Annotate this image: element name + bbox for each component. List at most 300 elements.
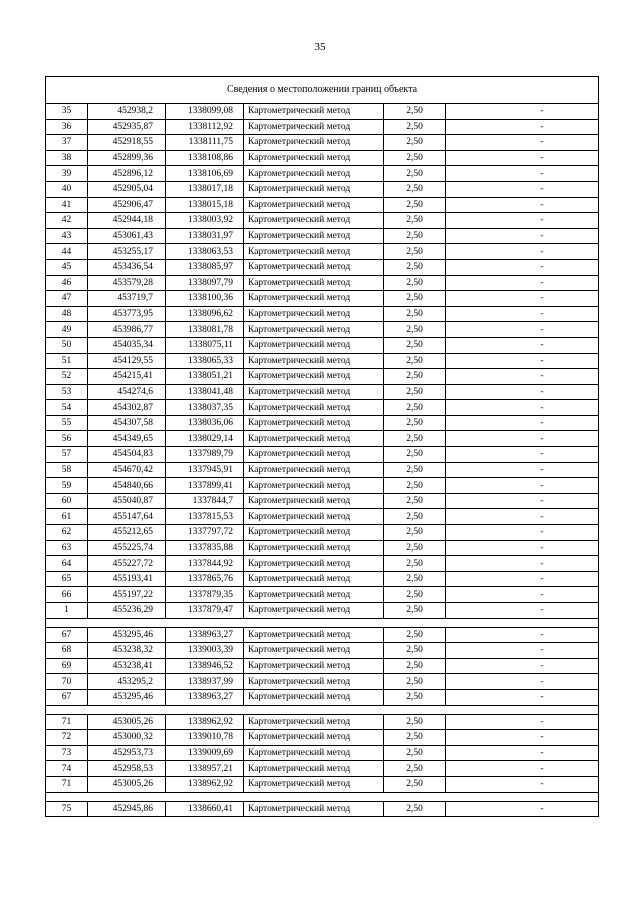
description-dash: - [540, 231, 544, 242]
table-row [46, 540, 599, 556]
method-cell: Картометрический метод [244, 462, 384, 478]
y-coordinate-cell: 1337879,47 [166, 603, 244, 619]
method-cell: Картометрический метод [244, 627, 384, 643]
y-coordinate-cell: 1338106,69 [166, 166, 244, 182]
point-number-cell: 57 [46, 447, 88, 463]
point-number-cell: 67 [46, 689, 88, 705]
x-coordinate-cell: 454670,42 [88, 462, 166, 478]
description-cell [446, 119, 599, 135]
table-row [46, 674, 599, 690]
description-cell [446, 556, 599, 572]
method-cell: Картометрический метод [244, 689, 384, 705]
accuracy-cell: 2,50 [384, 525, 446, 541]
table-row [46, 478, 599, 494]
method-cell: Картометрический метод [244, 540, 384, 556]
method-cell: Картометрический метод [244, 337, 384, 353]
x-coordinate-cell: 455147,64 [88, 509, 166, 525]
point-number-cell: 45 [46, 259, 88, 275]
table-row [46, 730, 599, 746]
table-title: Сведения о местоположении границ объекта [46, 77, 599, 104]
table-row [46, 384, 599, 400]
table-row [46, 643, 599, 659]
method-cell: Картометрический метод [244, 525, 384, 541]
accuracy-cell: 2,50 [384, 431, 446, 447]
description-dash: - [540, 262, 544, 273]
y-coordinate-cell: 1339009,69 [166, 745, 244, 761]
y-coordinate-cell: 1338031,97 [166, 228, 244, 244]
method-cell: Картометрический метод [244, 714, 384, 730]
method-cell: Картометрический метод [244, 369, 384, 385]
x-coordinate-cell: 452899,36 [88, 150, 166, 166]
accuracy-cell: 2,50 [384, 166, 446, 182]
x-coordinate-cell: 454840,66 [88, 478, 166, 494]
boundary-table-container [45, 76, 598, 817]
accuracy-cell: 2,50 [384, 689, 446, 705]
x-coordinate-cell: 454349,65 [88, 431, 166, 447]
description-cell [446, 181, 599, 197]
x-coordinate-cell: 455197,22 [88, 587, 166, 603]
boundary-table [45, 76, 599, 817]
point-number-cell: 64 [46, 556, 88, 572]
accuracy-cell: 2,50 [384, 478, 446, 494]
group-separator-row [46, 705, 599, 714]
description-cell [446, 714, 599, 730]
table-row [46, 745, 599, 761]
table-row [46, 525, 599, 541]
accuracy-cell: 2,50 [384, 181, 446, 197]
description-dash: - [540, 511, 544, 522]
y-coordinate-cell: 1337989,79 [166, 447, 244, 463]
table-row [46, 337, 599, 353]
method-cell: Картометрический метод [244, 493, 384, 509]
accuracy-cell: 2,50 [384, 150, 446, 166]
y-coordinate-cell: 1338037,35 [166, 400, 244, 416]
point-number-cell: 69 [46, 658, 88, 674]
point-number-cell: 48 [46, 306, 88, 322]
y-coordinate-cell: 1338036,06 [166, 415, 244, 431]
x-coordinate-cell: 453061,43 [88, 228, 166, 244]
method-cell: Картометрический метод [244, 556, 384, 572]
x-coordinate-cell: 455193,41 [88, 571, 166, 587]
accuracy-cell: 2,50 [384, 556, 446, 572]
description-cell [446, 244, 599, 260]
description-cell [446, 478, 599, 494]
description-cell [446, 135, 599, 151]
point-number-cell: 68 [46, 643, 88, 659]
x-coordinate-cell: 453436,54 [88, 259, 166, 275]
x-coordinate-cell: 454129,55 [88, 353, 166, 369]
description-cell [446, 150, 599, 166]
method-cell: Картометрический метод [244, 603, 384, 619]
x-coordinate-cell: 454215,41 [88, 369, 166, 385]
description-dash: - [540, 748, 544, 759]
description-dash: - [540, 692, 544, 703]
description-dash: - [540, 779, 544, 790]
x-coordinate-cell: 454504,83 [88, 447, 166, 463]
accuracy-cell: 2,50 [384, 259, 446, 275]
group-separator [46, 705, 599, 714]
y-coordinate-cell: 1338029,14 [166, 431, 244, 447]
description-cell [446, 801, 599, 817]
method-cell: Картометрический метод [244, 431, 384, 447]
accuracy-cell: 2,50 [384, 119, 446, 135]
y-coordinate-cell: 1338065,33 [166, 353, 244, 369]
accuracy-cell: 2,50 [384, 714, 446, 730]
accuracy-cell: 2,50 [384, 197, 446, 213]
description-cell [446, 306, 599, 322]
table-row [46, 556, 599, 572]
x-coordinate-cell: 453255,17 [88, 244, 166, 260]
description-cell [446, 525, 599, 541]
description-cell [446, 400, 599, 416]
point-number-cell: 66 [46, 587, 88, 603]
description-cell [446, 369, 599, 385]
point-number-cell: 72 [46, 730, 88, 746]
y-coordinate-cell: 1338962,92 [166, 776, 244, 792]
description-dash: - [540, 137, 544, 148]
y-coordinate-cell: 1338957,21 [166, 761, 244, 777]
accuracy-cell: 2,50 [384, 415, 446, 431]
description-cell [446, 322, 599, 338]
accuracy-cell: 2,50 [384, 104, 446, 120]
y-coordinate-cell: 1338051,21 [166, 369, 244, 385]
y-coordinate-cell: 1338937,99 [166, 674, 244, 690]
x-coordinate-cell: 455225,74 [88, 540, 166, 556]
x-coordinate-cell: 453295,46 [88, 689, 166, 705]
description-dash: - [540, 433, 544, 444]
table-row [46, 259, 599, 275]
table-row [46, 714, 599, 730]
description-cell [446, 540, 599, 556]
description-cell [446, 509, 599, 525]
description-cell [446, 571, 599, 587]
description-cell [446, 104, 599, 120]
y-coordinate-cell: 1337844,7 [166, 493, 244, 509]
y-coordinate-cell: 1338963,27 [166, 627, 244, 643]
accuracy-cell: 2,50 [384, 213, 446, 229]
y-coordinate-cell: 1337844,92 [166, 556, 244, 572]
accuracy-cell: 2,50 [384, 135, 446, 151]
description-dash: - [540, 121, 544, 132]
point-number-cell: 38 [46, 150, 88, 166]
accuracy-cell: 2,50 [384, 643, 446, 659]
y-coordinate-cell: 1337815,53 [166, 509, 244, 525]
point-number-cell: 47 [46, 291, 88, 307]
description-cell [446, 493, 599, 509]
x-coordinate-cell: 454307,58 [88, 415, 166, 431]
y-coordinate-cell: 1338003,92 [166, 213, 244, 229]
point-number-cell: 70 [46, 674, 88, 690]
table-row [46, 689, 599, 705]
method-cell: Картометрический метод [244, 259, 384, 275]
table-row [46, 627, 599, 643]
point-number-cell: 53 [46, 384, 88, 400]
description-dash: - [540, 589, 544, 600]
description-dash: - [540, 496, 544, 507]
y-coordinate-cell: 1338097,79 [166, 275, 244, 291]
description-dash: - [540, 355, 544, 366]
y-coordinate-cell: 1338085,97 [166, 259, 244, 275]
point-number-cell: 54 [46, 400, 88, 416]
y-coordinate-cell: 1338081,78 [166, 322, 244, 338]
point-number-cell: 49 [46, 322, 88, 338]
y-coordinate-cell: 1338946,52 [166, 658, 244, 674]
description-dash: - [540, 215, 544, 226]
table-row [46, 244, 599, 260]
x-coordinate-cell: 452906,47 [88, 197, 166, 213]
method-cell: Картометрический метод [244, 587, 384, 603]
method-cell: Картометрический метод [244, 730, 384, 746]
x-coordinate-cell: 452953,73 [88, 745, 166, 761]
accuracy-cell: 2,50 [384, 353, 446, 369]
point-number-cell: 52 [46, 369, 88, 385]
method-cell: Картометрический метод [244, 228, 384, 244]
y-coordinate-cell: 1337945,91 [166, 462, 244, 478]
description-cell [446, 431, 599, 447]
description-dash: - [540, 199, 544, 210]
group-separator [46, 618, 599, 627]
y-coordinate-cell: 1338099,08 [166, 104, 244, 120]
point-number-cell: 46 [46, 275, 88, 291]
accuracy-cell: 2,50 [384, 337, 446, 353]
table-row [46, 322, 599, 338]
method-cell: Картометрический метод [244, 181, 384, 197]
table-row [46, 369, 599, 385]
accuracy-cell: 2,50 [384, 291, 446, 307]
accuracy-cell: 2,50 [384, 587, 446, 603]
y-coordinate-cell: 1338660,41 [166, 801, 244, 817]
description-dash: - [540, 558, 544, 569]
table-row [46, 135, 599, 151]
description-cell [446, 627, 599, 643]
description-cell [446, 353, 599, 369]
point-number-cell: 43 [46, 228, 88, 244]
table-row [46, 571, 599, 587]
description-dash: - [540, 184, 544, 195]
x-coordinate-cell: 453295,46 [88, 627, 166, 643]
description-cell [446, 228, 599, 244]
table-row [46, 197, 599, 213]
y-coordinate-cell: 1338063,53 [166, 244, 244, 260]
description-cell [446, 415, 599, 431]
y-coordinate-cell: 1339003,39 [166, 643, 244, 659]
x-coordinate-cell: 454274,6 [88, 384, 166, 400]
point-number-cell: 58 [46, 462, 88, 478]
x-coordinate-cell: 453238,41 [88, 658, 166, 674]
y-coordinate-cell: 1337879,35 [166, 587, 244, 603]
method-cell: Картометрический метод [244, 291, 384, 307]
description-cell [446, 197, 599, 213]
accuracy-cell: 2,50 [384, 462, 446, 478]
accuracy-cell: 2,50 [384, 384, 446, 400]
point-number-cell: 1 [46, 603, 88, 619]
y-coordinate-cell: 1338041,48 [166, 384, 244, 400]
accuracy-cell: 2,50 [384, 761, 446, 777]
x-coordinate-cell: 455227,72 [88, 556, 166, 572]
x-coordinate-cell: 452935,87 [88, 119, 166, 135]
accuracy-cell: 2,50 [384, 730, 446, 746]
x-coordinate-cell: 452938,2 [88, 104, 166, 120]
table-row [46, 431, 599, 447]
method-cell: Картометрический метод [244, 213, 384, 229]
description-dash: - [540, 763, 544, 774]
table-row [46, 493, 599, 509]
accuracy-cell: 2,50 [384, 400, 446, 416]
point-number-cell: 56 [46, 431, 88, 447]
x-coordinate-cell: 454302,87 [88, 400, 166, 416]
point-number-cell: 61 [46, 509, 88, 525]
method-cell: Картометрический метод [244, 643, 384, 659]
description-dash: - [540, 153, 544, 164]
description-dash: - [540, 277, 544, 288]
table-row [46, 291, 599, 307]
table-row [46, 776, 599, 792]
accuracy-cell: 2,50 [384, 801, 446, 817]
method-cell: Картометрический метод [244, 571, 384, 587]
point-number-cell: 51 [46, 353, 88, 369]
method-cell: Картометрический метод [244, 415, 384, 431]
description-dash: - [540, 645, 544, 656]
x-coordinate-cell: 453986,77 [88, 322, 166, 338]
accuracy-cell: 2,50 [384, 540, 446, 556]
accuracy-cell: 2,50 [384, 603, 446, 619]
point-number-cell: 59 [46, 478, 88, 494]
description-cell [446, 761, 599, 777]
table-row [46, 761, 599, 777]
method-cell: Картометрический метод [244, 447, 384, 463]
method-cell: Картометрический метод [244, 150, 384, 166]
description-cell [446, 674, 599, 690]
method-cell: Картометрический метод [244, 275, 384, 291]
accuracy-cell: 2,50 [384, 674, 446, 690]
x-coordinate-cell: 453238,32 [88, 643, 166, 659]
point-number-cell: 62 [46, 525, 88, 541]
y-coordinate-cell: 1338017,18 [166, 181, 244, 197]
point-number-cell: 42 [46, 213, 88, 229]
table-row [46, 213, 599, 229]
x-coordinate-cell: 453005,26 [88, 776, 166, 792]
point-number-cell: 40 [46, 181, 88, 197]
description-cell [446, 213, 599, 229]
accuracy-cell: 2,50 [384, 228, 446, 244]
x-coordinate-cell: 455040,87 [88, 493, 166, 509]
x-coordinate-cell: 453719,7 [88, 291, 166, 307]
y-coordinate-cell: 1338111,75 [166, 135, 244, 151]
x-coordinate-cell: 452958,53 [88, 761, 166, 777]
point-number-cell: 39 [46, 166, 88, 182]
group-separator [46, 792, 599, 801]
description-cell [446, 275, 599, 291]
table-row [46, 353, 599, 369]
accuracy-cell: 2,50 [384, 244, 446, 260]
description-dash: - [540, 661, 544, 672]
point-number-cell: 74 [46, 761, 88, 777]
description-dash: - [540, 340, 544, 351]
description-cell [446, 462, 599, 478]
point-number-cell: 63 [46, 540, 88, 556]
x-coordinate-cell: 453773,95 [88, 306, 166, 322]
x-coordinate-cell: 453005,26 [88, 714, 166, 730]
description-dash: - [540, 309, 544, 320]
description-cell [446, 166, 599, 182]
table-row [46, 166, 599, 182]
description-dash: - [540, 464, 544, 475]
table-row [46, 658, 599, 674]
description-cell [446, 384, 599, 400]
point-number-cell: 55 [46, 415, 88, 431]
point-number-cell: 73 [46, 745, 88, 761]
table-row [46, 228, 599, 244]
y-coordinate-cell: 1338096,62 [166, 306, 244, 322]
x-coordinate-cell: 452896,12 [88, 166, 166, 182]
table-row [46, 306, 599, 322]
description-dash: - [540, 527, 544, 538]
method-cell: Картометрический метод [244, 166, 384, 182]
table-row [46, 181, 599, 197]
x-coordinate-cell: 452918,55 [88, 135, 166, 151]
method-cell: Картометрический метод [244, 509, 384, 525]
method-cell: Картометрический метод [244, 322, 384, 338]
point-number-cell: 35 [46, 104, 88, 120]
point-number-cell: 71 [46, 776, 88, 792]
description-cell [446, 689, 599, 705]
accuracy-cell: 2,50 [384, 493, 446, 509]
accuracy-cell: 2,50 [384, 571, 446, 587]
table-title-row [46, 77, 599, 104]
accuracy-cell: 2,50 [384, 447, 446, 463]
description-dash: - [540, 803, 544, 814]
accuracy-cell: 2,50 [384, 369, 446, 385]
method-cell: Картометрический метод [244, 761, 384, 777]
x-coordinate-cell: 452944,18 [88, 213, 166, 229]
description-dash: - [540, 324, 544, 335]
description-cell [446, 730, 599, 746]
accuracy-cell: 2,50 [384, 658, 446, 674]
group-separator-row [46, 618, 599, 627]
x-coordinate-cell: 455212,65 [88, 525, 166, 541]
page-number: 35 [314, 41, 326, 53]
y-coordinate-cell: 1338112,92 [166, 119, 244, 135]
method-cell: Картометрический метод [244, 384, 384, 400]
method-cell: Картометрический метод [244, 197, 384, 213]
description-cell [446, 337, 599, 353]
method-cell: Картометрический метод [244, 400, 384, 416]
description-dash: - [540, 574, 544, 585]
x-coordinate-cell: 452905,04 [88, 181, 166, 197]
table-row [46, 462, 599, 478]
table-row [46, 801, 599, 817]
y-coordinate-cell: 1339010,78 [166, 730, 244, 746]
description-dash: - [540, 480, 544, 491]
description-cell [446, 643, 599, 659]
description-dash: - [540, 605, 544, 616]
accuracy-cell: 2,50 [384, 745, 446, 761]
y-coordinate-cell: 1337835,88 [166, 540, 244, 556]
point-number-cell: 67 [46, 627, 88, 643]
x-coordinate-cell: 455236,29 [88, 603, 166, 619]
description-cell [446, 447, 599, 463]
point-number-cell: 50 [46, 337, 88, 353]
method-cell: Картометрический метод [244, 119, 384, 135]
method-cell: Картометрический метод [244, 244, 384, 260]
description-dash: - [540, 449, 544, 460]
method-cell: Картометрический метод [244, 104, 384, 120]
accuracy-cell: 2,50 [384, 776, 446, 792]
table-row [46, 400, 599, 416]
table-row [46, 119, 599, 135]
table-row [46, 603, 599, 619]
y-coordinate-cell: 1338015,18 [166, 197, 244, 213]
